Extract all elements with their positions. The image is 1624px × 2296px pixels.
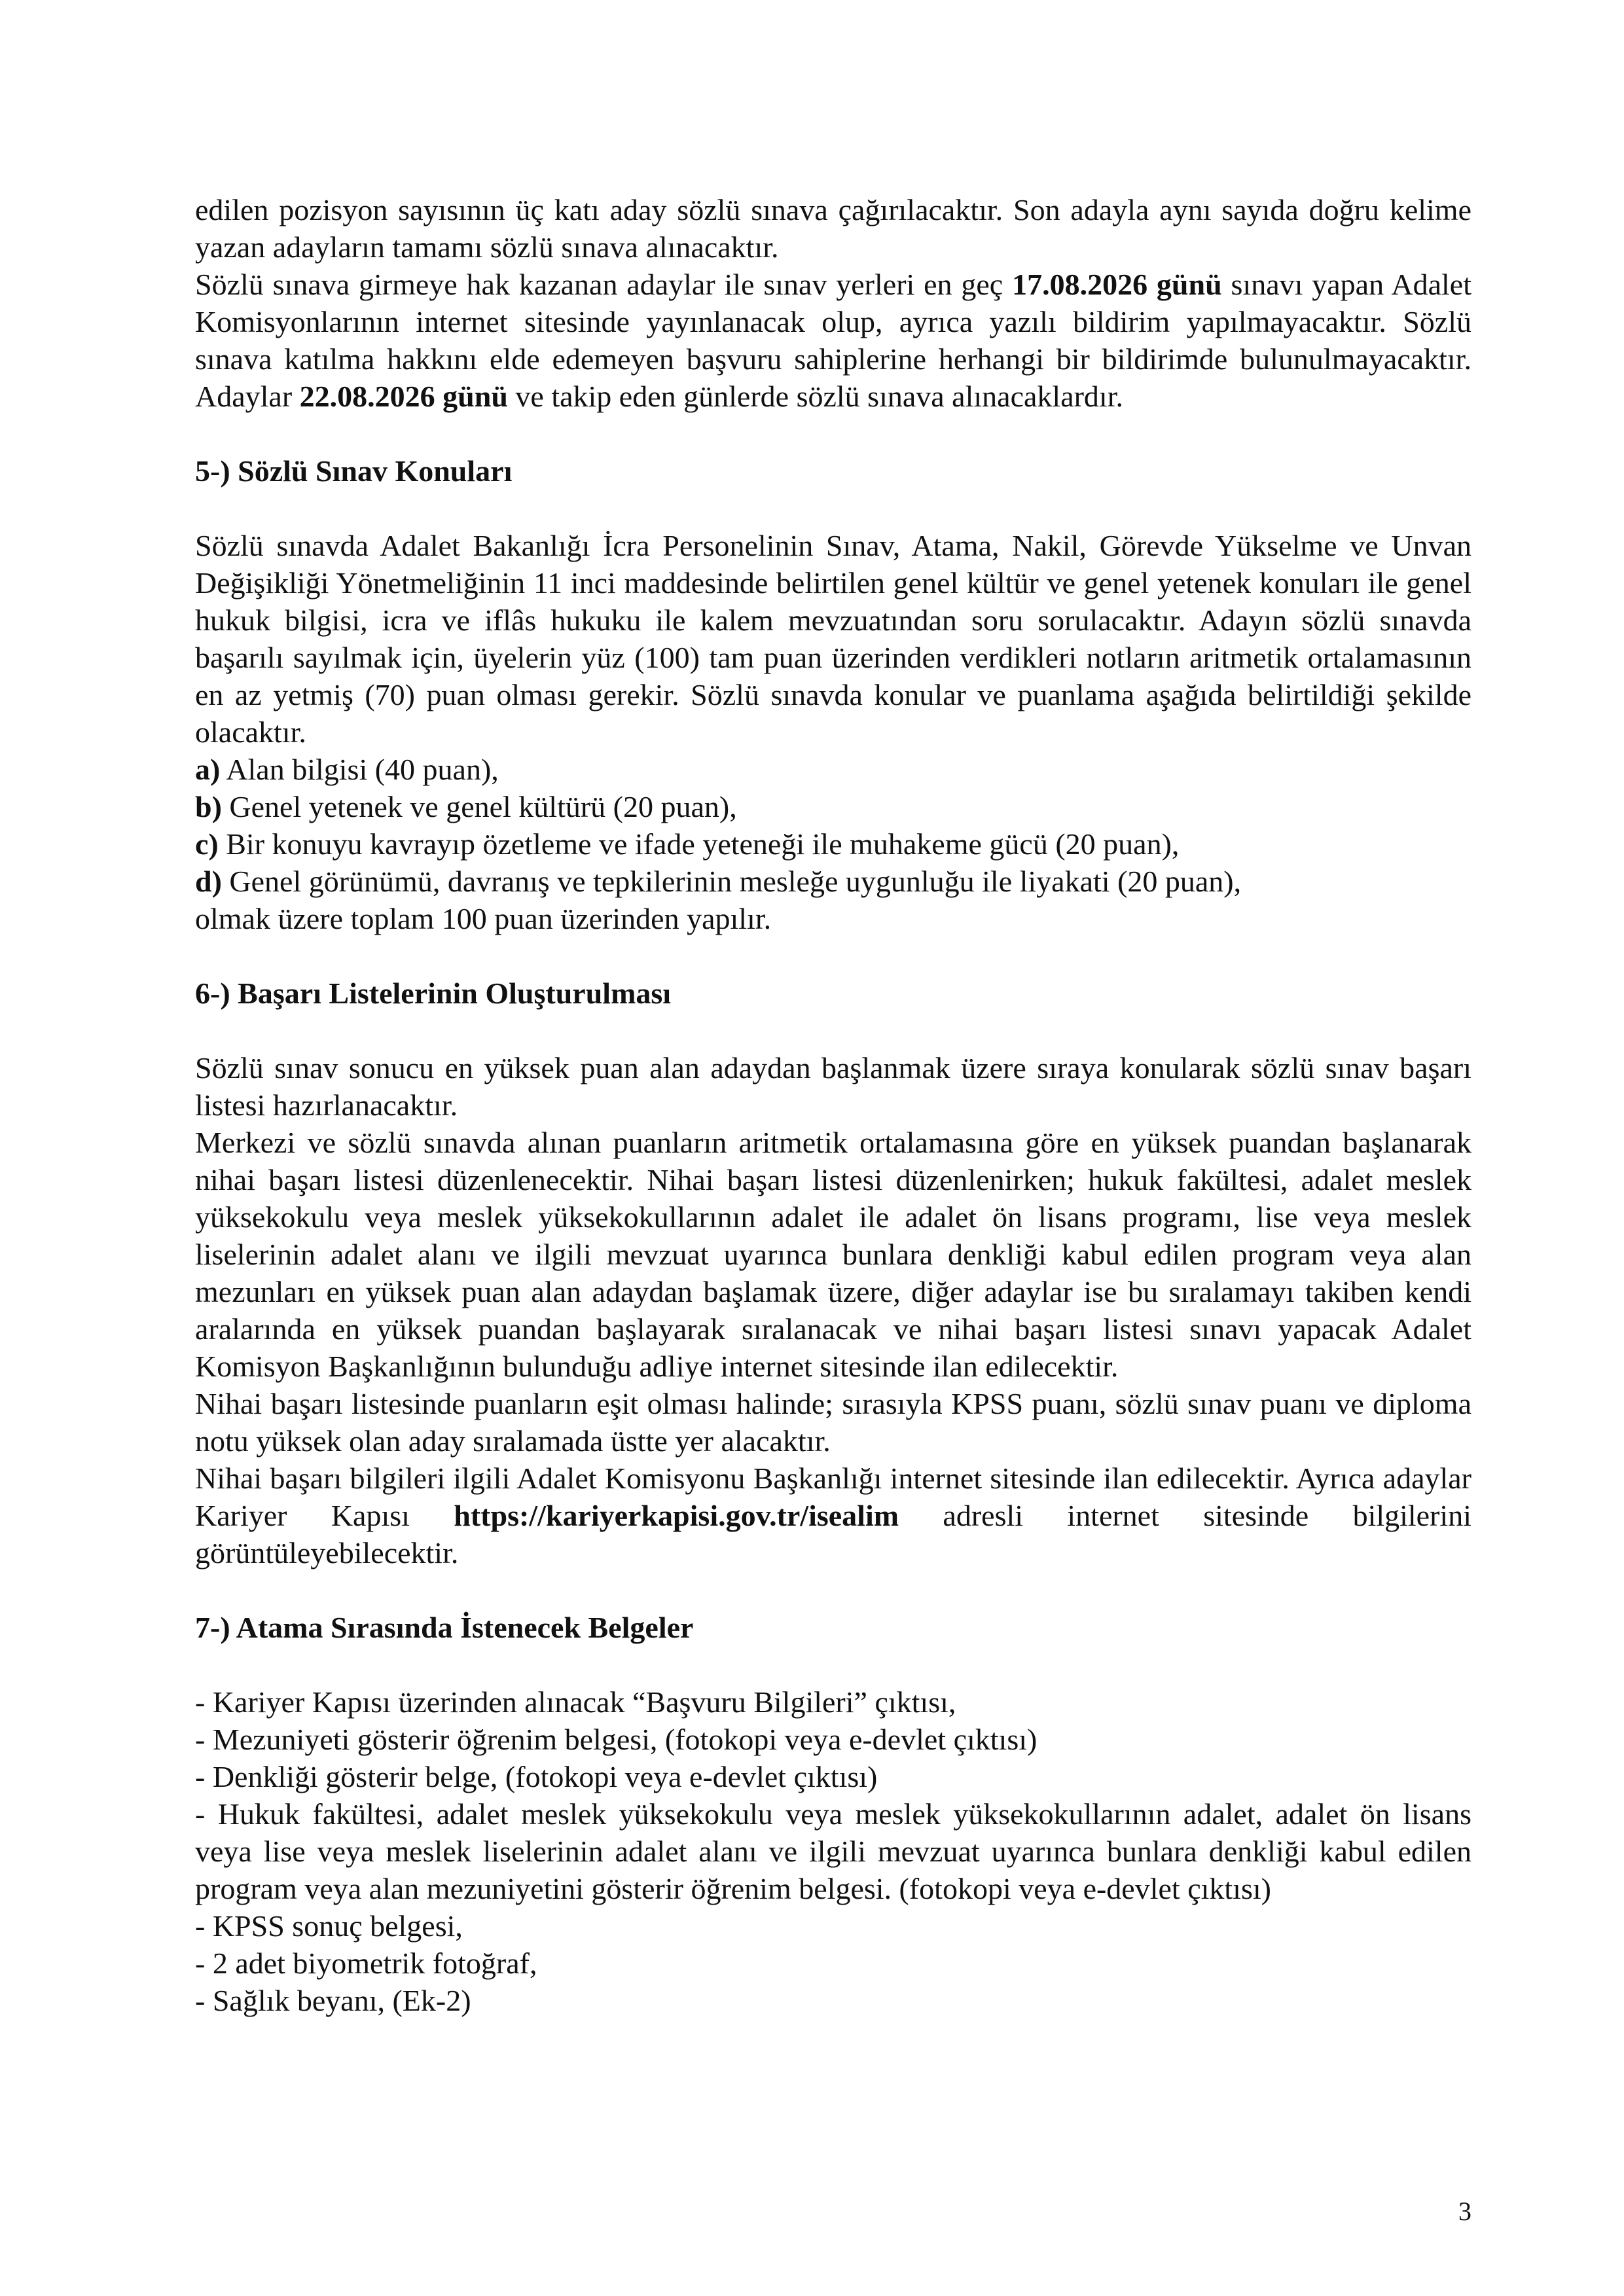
document-list-item: - Mezuniyeti gösterir öğrenim belgesi, (fotokopi veya e-devlet çıktısı) xyxy=(195,1723,1038,1756)
document-list-item: - Denkliği gösterir belge, (fotokopi veya e-devlet çıktısı) xyxy=(195,1760,878,1793)
section-6-paragraph-1: Sözlü sınav sonucu en yüksek puan alan adaydan başlanmak üzere sıraya konularak sözlü sınav başarı listesi hazırlanacaktır. xyxy=(195,1051,1471,1122)
score-item-d-text: Genel görünümü, davranış ve tepkilerinin mesleğe uygunluğu ile liyakati (20 puan), xyxy=(221,865,1242,898)
intro-text-b: sınavı yapan Adalet Komisyonlarının internet sitesinde yayınlanacak olup, ayrıca yazılı bildirim yapılmayacaktır. Sözlü sınava katılma hakkını elde edemeyen başvuru sahiplerine herhangi bir bildirimde bulunulmayacaktır. Adaylar xyxy=(195,268,1471,413)
score-item-b-label: b) xyxy=(195,790,222,823)
score-item-a-text: Alan bilgisi (40 puan), xyxy=(220,753,499,786)
section-6-heading: 6-) Başarı Listelerinin Oluşturulması xyxy=(195,977,672,1010)
section-6-p4-text-a: Nihai başarı bilgileri ilgili Adalet Komisyonu Başkanlığı internet sitesinde ilan edilecektir. Ayrıca adaylar Kariyer Kapısı xyxy=(195,1462,1471,1532)
page-number: 3 xyxy=(1458,2197,1471,2226)
section-7-heading: 7-) Atama Sırasında İstenecek Belgeler xyxy=(195,1611,694,1644)
score-item-c-label: c) xyxy=(195,827,219,861)
intro-paragraph-1: edilen pozisyon sayısının üç katı aday sözlü sınava çağırılacaktır. Son adayla aynı sayıda doğru kelime yazan adayların tamamı sözlü sınava alınacaktır. xyxy=(195,193,1471,264)
score-item-a xyxy=(195,751,1471,788)
score-item-c-text: Bir konuyu kavrayıp özetleme ve ifade yeteneği ile muhakeme gücü (20 puan), xyxy=(218,827,1180,861)
score-item-c xyxy=(195,825,1471,863)
section-6-paragraph-2: Merkezi ve sözlü sınavda alınan puanların aritmetik ortalamasına göre en yüksek puandan başlanarak nihai başarı listesi düzenlenecektir. Nihai başarı listesi düzenlenirken; hukuk fakültesi, adalet meslek yüksekokulu veya meslek yüksekokullarının adalet ile adalet ön lisans programı, lise veya meslek liselerinin adalet alanı ve ilgili mevzuat uyarınca bunlara denkliği kabul edilen program veya alan mezunları en yüksek puan alan adaydan başlamak üzere, diğer adaylar ise bu sıralamayı takiben kendi aralarında en yüksek puandan başlayarak sıralanacak ve nihai başarı listesi sınavı yapacak Adalet Komisyon Başkanlığının bulunduğu adliye internet sitesinde ilan edilecektir. xyxy=(195,1126,1471,1383)
intro-text-c: ve takip eden günlerde sözlü sınava alınacaklardır. xyxy=(507,380,1123,413)
document-list-item: - 2 adet biyometrik fotoğraf, xyxy=(195,1946,537,1980)
section-5-paragraph: Sözlü sınavda Adalet Bakanlığı İcra Personelinin Sınav, Atama, Nakil, Görevde Yükselme ve Unvan Değişikliği Yönetmeliğinin 11 inci maddesinde belirtilen genel kültür ve genel yetenek konuları ile genel hukuk bilgisi, icra ve iflâs hukuku ile kalem mevzuatından soru sorulacaktır. Adayın sözlü sınavda başarılı sayılmak için, üyelerin yüz (100) tam puan üzerinden verdikleri notların aritmetik ortalamasının en az yetmiş (70) puan olması gerekir. Sözlü sınavda konular ve puanlama aşağıda belirtildiği şekilde olacaktır. xyxy=(195,529,1471,749)
document-page xyxy=(195,191,1471,2019)
score-item-b xyxy=(195,788,1471,825)
oral-exam-date: 22.08.2026 günü xyxy=(299,380,508,413)
score-item-d-label: d) xyxy=(195,865,222,898)
score-closing: olmak üzere toplam 100 puan üzerinden yapılır. xyxy=(195,902,772,935)
score-item-d xyxy=(195,863,1471,900)
document-list-item: - Kariyer Kapısı üzerinden alınacak “Başvuru Bilgileri” çıktısı, xyxy=(195,1685,956,1719)
document-list-item: - KPSS sonuç belgesi, xyxy=(195,1909,463,1943)
oral-list-date: 17.08.2026 günü xyxy=(1012,268,1222,301)
document-list-item: - Sağlık beyanı, (Ek-2) xyxy=(195,1984,471,2017)
document-list-item: - Hukuk fakültesi, adalet meslek yüksekokulu veya meslek yüksekokullarının adalet, adalet ön lisans veya lise veya meslek liselerinin adalet alanı ve ilgili mevzuat uyarınca bunlara denkliği kabul edilen program veya alan mezuniyetini gösterir öğrenim belgesi. (fotokopi veya e-devlet çıktısı) xyxy=(195,1797,1471,1905)
score-item-a-label: a) xyxy=(195,753,221,786)
section-6-p4-text-b: adresli internet sitesinde bilgilerini görüntüleyebilecektir. xyxy=(195,1499,1471,1570)
section-5-heading: 5-) Sözlü Sınav Konuları xyxy=(195,454,513,488)
intro-text-a: Sözlü sınava girmeye hak kazanan adaylar ile sınav yerleri en geç xyxy=(195,268,1013,301)
score-item-b-text: Genel yetenek ve genel kültürü (20 puan), xyxy=(221,790,737,823)
section-6-paragraph-3: Nihai başarı listesinde puanların eşit olması halinde; sırasıyla KPSS puanı, sözlü sınav puanı ve diploma notu yüksek olan aday sıralamada üstte yer alacaktır. xyxy=(195,1387,1471,1458)
section-6-paragraph-4 xyxy=(195,1460,1471,1571)
kariyer-kapisi-link[interactable]: https://kariyerkapisi.gov.tr/isealim xyxy=(454,1499,899,1532)
intro-paragraph-2 xyxy=(195,266,1471,415)
